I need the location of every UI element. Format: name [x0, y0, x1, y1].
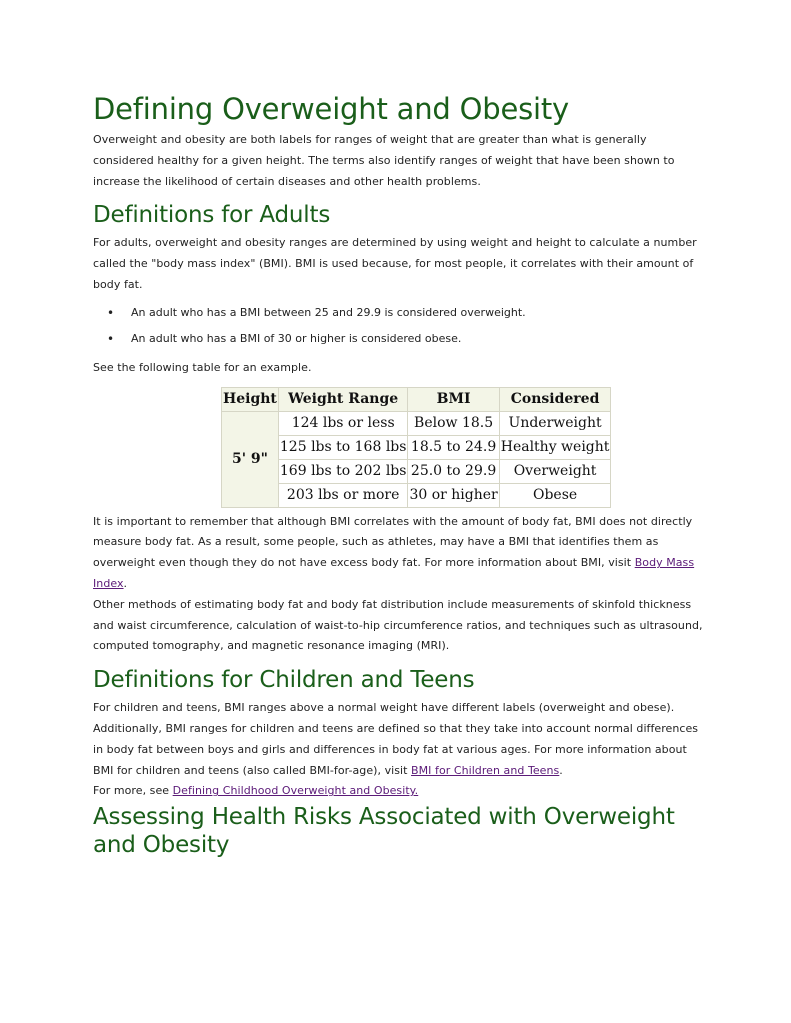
table-row — [222, 483, 611, 507]
table-row — [222, 435, 611, 459]
weight-range-cell: 169 lbs to 202 lbs — [278, 459, 408, 483]
header-weight-range: Weight Range — [278, 387, 408, 411]
adults-heading: Definitions for Adults — [93, 202, 331, 229]
list-item-text: An adult who has a BMI between 25 and 29.9 is considered overweight. — [131, 305, 526, 319]
bmi-note-end: . — [123, 576, 128, 590]
bmi-note-text: It is important to remember that although BMI correlates with the amount of body fat, BMI does not directly measure body fat. As a result, some people, such as athletes, may have a BMI that identifies them as overweight even though they do not have excess body fat. For more information about BMI, visit — [93, 514, 693, 570]
table-row — [222, 411, 611, 435]
page-title: Defining Overweight and Obesity — [93, 92, 569, 126]
header-height: Height — [222, 387, 279, 411]
table-row — [222, 459, 611, 483]
header-bmi: BMI — [408, 387, 499, 411]
considered-cell: Overweight — [499, 459, 611, 483]
see-more-prefix: For more, see — [93, 784, 173, 798]
height-cell: 5' 9" — [222, 411, 279, 507]
table-intro: See the following table for an example. — [93, 360, 312, 374]
health-risks-heading: Assessing Health Risks Associated with Overweight and Obesity — [93, 804, 675, 859]
table-header-row — [222, 387, 611, 411]
body-mass-index-link[interactable]: Body Mass Index — [93, 556, 695, 590]
weight-range-cell: 125 lbs to 168 lbs — [278, 435, 408, 459]
bmi-cell: 30 or higher — [408, 483, 499, 507]
bmi-note-paragraph — [93, 512, 703, 595]
bmi-cell: Below 18.5 — [408, 411, 499, 435]
bmi-children-teens-link[interactable]: BMI for Children and Teens — [411, 763, 560, 777]
weight-range-cell: 203 lbs or more — [278, 483, 408, 507]
bmi-cell: 18.5 to 24.9 — [408, 435, 499, 459]
list-item-text: An adult who has a BMI of 30 or higher is considered obese. — [131, 331, 462, 345]
children-text: For children and teens, BMI ranges above a normal weight have different labels (overweight and obese). Additionally, BMI ranges for children and teens are defined so that they take into account normal differences in body fat between boys and girls and differences in body fat at various ages. For more information about BMI for children and teens (also called BMI-for-age), visit — [93, 701, 699, 777]
children-text-end: . — [559, 763, 563, 777]
considered-cell: Underweight — [499, 411, 611, 435]
header-considered: Considered — [499, 387, 611, 411]
document-page — [93, 88, 703, 859]
adult-bmi-list — [93, 306, 703, 346]
considered-cell: Obese — [499, 483, 611, 507]
list-item — [107, 331, 703, 346]
see-more-paragraph — [93, 781, 703, 802]
childhood-obesity-link[interactable]: Defining Childhood Overweight and Obesity. — [172, 784, 419, 798]
other-methods-paragraph: Other methods of estimating body fat and body fat distribution include measurements of skinfold thickness and waist circumference, calculation of waist-to-hip circumference ratios, and techniques such as ultrasound, computed tomography, and magnetic resonance imaging (MRI). — [93, 597, 703, 653]
children-paragraph — [93, 698, 703, 781]
adults-paragraph: For adults, overweight and obesity ranges are determined by using weight and height to calculate a number called the "body mass index" (BMI). BMI is used because, for most people, it correlates with their amount of body fat. — [93, 236, 697, 291]
bmi-table-wrapper — [221, 387, 703, 508]
children-heading: Definitions for Children and Teens — [93, 667, 475, 694]
bmi-cell: 25.0 to 29.9 — [408, 459, 499, 483]
list-item — [107, 305, 703, 320]
bmi-table — [221, 387, 611, 508]
considered-cell: Healthy weight — [499, 435, 611, 459]
weight-range-cell: 124 lbs or less — [278, 411, 408, 435]
bullet-icon: • — [107, 305, 115, 320]
bullet-icon: • — [107, 331, 115, 346]
intro-paragraph: Overweight and obesity are both labels for ranges of weight that are greater than what is generally considered healthy for a given height. The terms also identify ranges of weight that have been shown to increase the likelihood of certain diseases and other health problems. — [93, 133, 675, 188]
